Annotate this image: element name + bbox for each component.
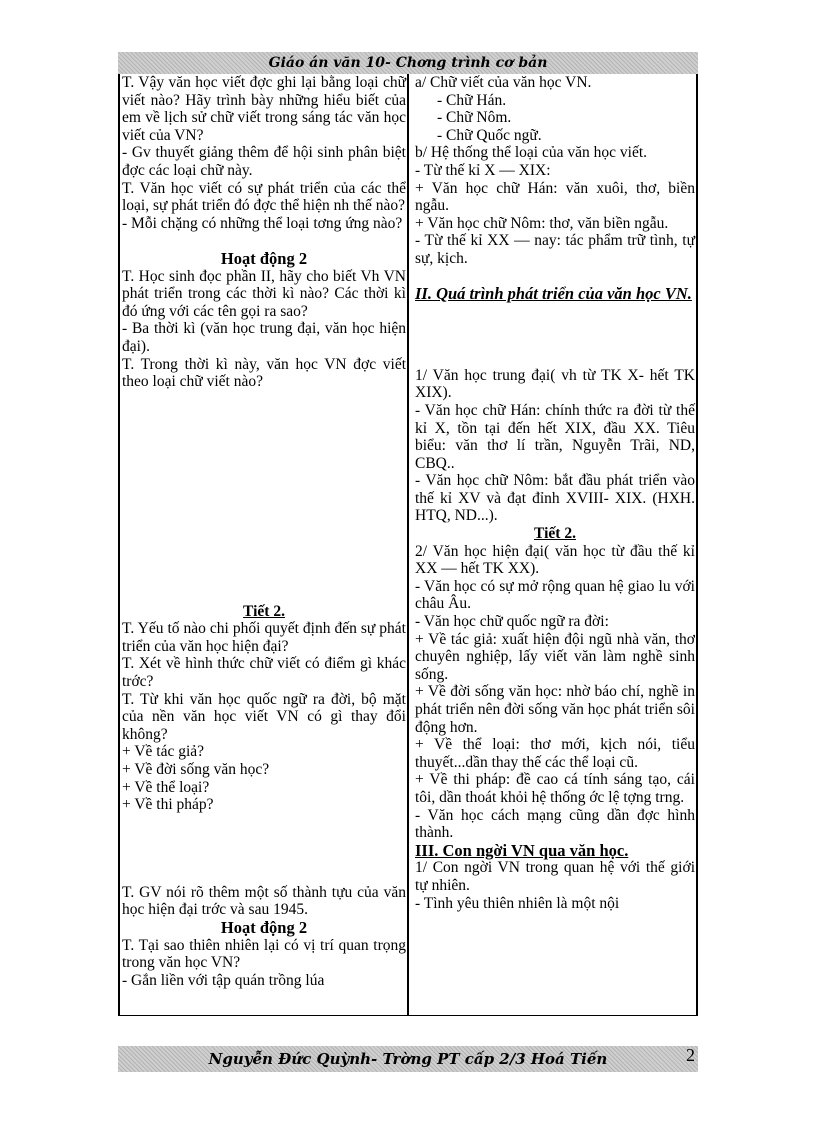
content-line: - Văn học chữ quốc ngữ ra đời:	[415, 613, 609, 631]
teacher-student-column	[122, 74, 406, 989]
content-line: - Văn học có sự mở rộng quan hệ giao lu với châu Âu.	[415, 577, 695, 613]
content-line: + Về tác giả: xuất hiện đội ngũ nhà văn, thơ chuyên nghiệp, lấy viết văn làm nghề sinh sống.	[415, 630, 695, 683]
content-line: 1/ Văn học trung đại( vh từ TK X- hết TK XIX).	[415, 366, 695, 402]
page-footer	[118, 1046, 698, 1072]
question: T. Từ khi văn học quốc ngữ ra đời, bộ mặt của nền văn học viết VN có gì thay đổi không?	[122, 690, 406, 743]
content-line: + Về thể loại: thơ mới, kịch nói, tiểu thuyết...dần thay thế các thể loại cũ.	[415, 736, 695, 771]
header-title: Giáo án văn 10- Chơng trình cơ bản	[268, 55, 548, 71]
question: T. Xét về hình thức chữ viết có điểm gì khác trớc?	[122, 655, 406, 691]
content-line: + Văn học chữ Nôm: thơ, văn biền ngẫu.	[415, 214, 669, 232]
content-line: - Văn học chữ Nôm: bắt đầu phát triển vào thế kỉ XV và đạt đỉnh XVIII- XIX. (HXH. HTQ, ND...).	[415, 472, 695, 525]
note: T. GV nói rõ thêm một số thành tựu của văn học hiện đại trớc và sau 1945.	[122, 883, 406, 919]
content-line: - Từ thế kỉ XX — nay: tác phẩm trữ tình, tự sự, kịch.	[415, 232, 695, 267]
content-line: - Từ thế kỉ X — XIX:	[415, 161, 551, 179]
activity-heading: Hoạt động 2	[220, 918, 308, 937]
question: T. Học sinh đọc phần II, hãy cho biết Vh VN phát triển trong các thời kì nào? Các thời kì đó ứng với các tên gọi ra sao?	[122, 267, 406, 320]
note: - Mỗi chặng có những thể loại tơng ứng nào?	[122, 214, 403, 232]
list-item: - Chữ Nôm.	[437, 109, 512, 127]
footer-author: Nguyễn Đức Quỳnh- Trờng PT cấp 2/3 Hoá Tiến	[208, 1050, 608, 1068]
sub-question: + Về đời sống văn học?	[122, 761, 270, 779]
content-line: + Về thi pháp: đề cao cá tính sáng tạo, cái tôi, dần thoát khỏi hệ thống ớc lệ tợng trng.	[415, 771, 695, 806]
page-header	[118, 52, 698, 74]
content-line: - Tình yêu thiên nhiên là một nội	[415, 894, 620, 912]
note: - Ba thời kì (văn học trung đại, văn học hiện đại).	[122, 320, 406, 355]
table-border-right	[696, 74, 698, 1015]
content-line: 1/ Con ngời VN trong quan hệ với thế giới tự nhiên.	[415, 859, 695, 894]
list-item: - Chữ Quốc ngữ.	[437, 126, 542, 144]
section-heading: III. Con ngời VN qua văn học.	[415, 840, 629, 860]
question: T. Tại sao thiên nhiên lại có vị trí quan trọng trong văn học VN?	[122, 936, 406, 972]
page-number: 2	[686, 1045, 695, 1065]
note: - Gắn liền với tập quán trồng lúa	[122, 971, 325, 989]
question: T. Yếu tố nào chi phối quyết định đến sự phát triển của văn học hiện đại?	[122, 620, 406, 655]
activity-heading: Hoạt động 2	[220, 248, 308, 268]
list-item: - Chữ Hán.	[437, 91, 507, 109]
section-heading: II. Quá trình phát triển của văn học VN.	[415, 284, 692, 304]
question: T. Văn học viết có sự phát triển của các thể loại, sự phát triển đó đợc thể hiện nh thế nào?	[122, 179, 406, 215]
note: - Gv thuyết giảng thêm để hội sinh phân biệt đợc các loại chữ này.	[122, 144, 406, 179]
table-divider	[407, 74, 409, 1015]
content-line: b/ Hệ thống thể loại của văn học viết.	[415, 144, 648, 162]
lesson-period-heading: Tiết 2.	[534, 525, 576, 543]
content-column	[415, 74, 695, 912]
content-line: + Văn học chữ Hán: văn xuôi, thơ, biền ngẫu.	[415, 179, 695, 215]
content-line: - Văn học cách mạng cũng dần đợc hình thành.	[415, 806, 695, 842]
lesson-period-heading: Tiết 2.	[243, 602, 285, 620]
content-line: - Văn học chữ Hán: chính thức ra đời từ thế kỉ X, tồn tại đến hết XIX, đầu XX. Tiêu biểu: văn thơ lí trần, Nguyễn Trãi, ND, CBQ..	[415, 401, 695, 472]
sub-question: + Về thể loại?	[122, 778, 210, 796]
table-border-left	[118, 74, 120, 1015]
sub-question: + Về tác giả?	[122, 743, 205, 761]
content-line: 2/ Văn học hiện đại( văn học từ đầu thế kỉ XX — hết TK XX).	[415, 542, 695, 578]
content-line: a/ Chữ viết của văn học VN.	[415, 74, 592, 91]
question: T. Vậy văn học viết đợc ghi lại bằng loại chữ viết nào? Hãy trình bày những hiểu biết của em về lịch sử chữ viết trong sáng tác văn học viết của VN?	[122, 74, 406, 144]
sub-question: + Về thi pháp?	[122, 796, 214, 814]
lesson-table	[118, 74, 698, 1016]
question: T. Trong thời kì này, văn học VN đợc viết theo loại chữ viết nào?	[122, 355, 406, 391]
content-line: + Về đời sống văn học: nhờ báo chí, nghề in phát triển nên đời sống văn học phát triển sôi động hơn.	[415, 683, 695, 736]
